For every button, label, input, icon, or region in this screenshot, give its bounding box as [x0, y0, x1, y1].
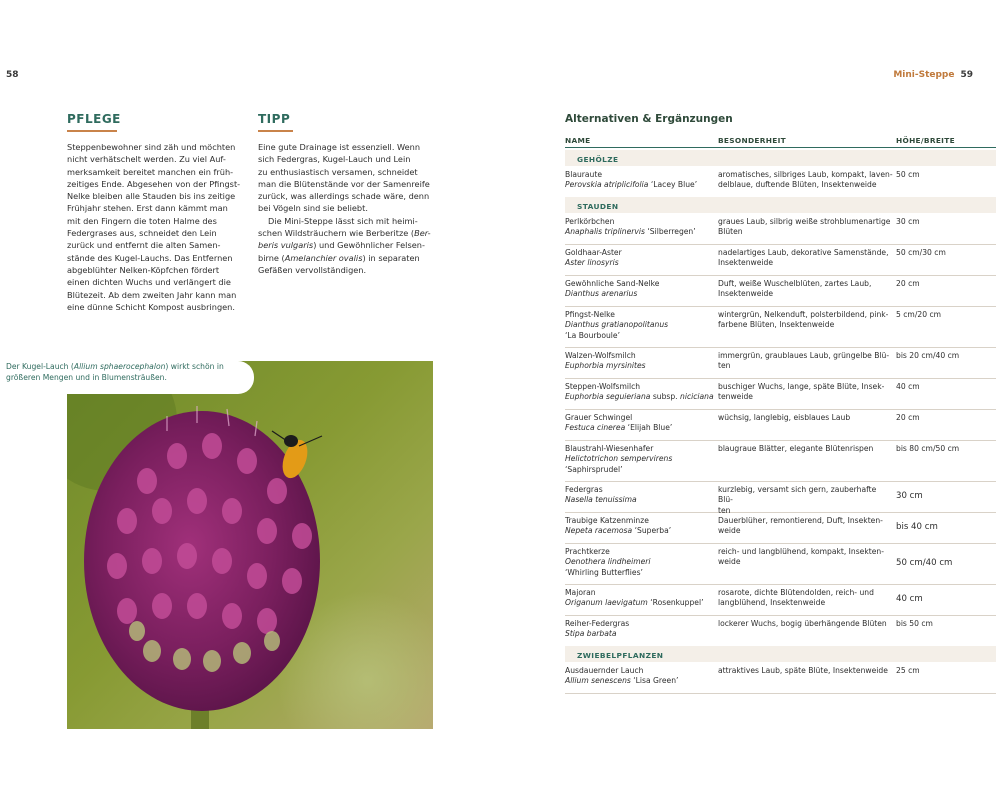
tipp-p2-line1: Die Mini-Steppe lässt sich mit heimi-: [268, 215, 418, 226]
table-row: [565, 543, 996, 585]
tipp-line: zurück, was allerdings schade wäre, denn: [258, 191, 430, 202]
scientific-name: Perovskia atriplicifolia ‘Lacey Blue’: [565, 180, 698, 190]
size-cell: 50 cm/30 cm: [896, 248, 946, 257]
page-number-left: 58: [6, 70, 19, 80]
feature-line: rosarote, dichte Blütendolden, reich- und: [718, 588, 874, 597]
common-name: Reiher-Federgras: [565, 619, 630, 628]
pflege-line: zeitiges Ende. Abgesehen von der Pfingst-: [67, 178, 241, 189]
scientific-name: Anaphalis triplinervis ‘Silberregen’: [565, 227, 696, 237]
cultivar-name: ‘Saphirsprudel’: [565, 464, 623, 474]
running-header: [893, 70, 973, 80]
feature-line: wüchsig, langlebig, eisblaues Laub: [718, 413, 851, 422]
feature-line: kurzlebig, versamt sich gern, zauberhafte Blü-: [718, 485, 877, 505]
feature-cell: [718, 217, 893, 238]
pflege-line: zurück und entfernt die alten Samen-: [67, 240, 221, 251]
tipp-line: bei Vögeln sind sie beliebt.: [258, 203, 368, 214]
size-cell: 30 cm: [896, 490, 923, 501]
feature-cell: [718, 413, 893, 423]
common-name: Federgras: [565, 485, 603, 494]
common-name: Pfingst-Nelke: [565, 310, 615, 319]
pflege-line: stände des Kugel-Lauchs. Das Entfernen: [67, 252, 233, 263]
feature-line: ten: [718, 505, 731, 515]
table-row: [565, 512, 996, 544]
tipp-line: man die Blütenstände vor der Samenreife: [258, 178, 430, 189]
feature-line: nadelartiges Laub, dekorative Samenstände,: [718, 248, 889, 257]
plant-name-cell: [565, 485, 715, 506]
table-category-row: [565, 150, 996, 166]
table-category-row: [565, 646, 996, 662]
tipp-line: zu enthusiastisch versamen, schneidet: [258, 166, 418, 177]
feature-cell: [718, 619, 893, 629]
scientific-name: Dianthus gratianopolitanus: [565, 320, 669, 330]
common-name: Majoran: [565, 588, 596, 597]
feature-cell: [718, 248, 893, 269]
tipp-line: Eine gute Drainage ist essenziell. Wenn: [258, 142, 421, 152]
table-row: [565, 166, 996, 198]
scientific-name: Festuca cinerea ‘Elijah Blue’: [565, 423, 673, 433]
photo-caption: [0, 361, 254, 394]
feature-line: immergrün, graublaues Laub, grüngelbe Blü-: [718, 351, 890, 360]
common-name: Walzen-Wolfsmilch: [565, 351, 636, 360]
feature-cell: [718, 170, 893, 191]
feature-line: ten: [718, 361, 731, 371]
scientific-name: Stipa barbata: [565, 629, 617, 639]
scientific-name: Nepeta racemosa ‘Superba’: [565, 526, 672, 536]
pflege-line: nicht verhätschelt werden. Zu viel Auf-: [67, 154, 226, 165]
pflege-line: Steppenbewohner sind zäh und möchten: [67, 142, 236, 152]
cultivar-name: ‘La Bourboule’: [565, 330, 620, 340]
pflege-line: Federgrases aus, schneidet den Lein: [67, 228, 217, 239]
pflege-line: abgeblühter Nelken-Köpfchen fördert: [67, 264, 220, 275]
feature-cell: [718, 351, 893, 372]
table-category-row: [565, 197, 996, 213]
feature-cell: [718, 444, 893, 454]
plant-name-cell: [565, 444, 715, 475]
pflege-text: [67, 141, 247, 313]
size-cell: 25 cm: [896, 666, 920, 675]
scientific-name: Oenothera lindheimeri: [565, 557, 651, 567]
tipp-p2-line2: schen Wildsträuchern wie Berberitze (Ber-: [258, 228, 431, 239]
feature-cell: [718, 588, 893, 609]
plant-name-cell: [565, 351, 715, 372]
common-name: Perlkörbchen: [565, 217, 615, 226]
plant-name-cell: [565, 170, 715, 191]
tipp-rule: [258, 130, 293, 132]
plant-name-cell: [565, 547, 715, 578]
table-row: [565, 306, 996, 348]
table-row: [565, 409, 996, 441]
feature-line: buschiger Wuchs, lange, späte Blüte, Insek-: [718, 382, 885, 391]
feature-cell: [718, 666, 893, 676]
feature-cell: [718, 310, 893, 331]
common-name: Blaustrahl-Wiesenhafer: [565, 444, 654, 453]
scientific-name: Nasella tenuissima: [565, 495, 637, 505]
scientific-name: Aster linosyris: [565, 258, 619, 268]
table-row: [565, 347, 996, 379]
col-name: NAME: [565, 136, 591, 145]
feature-line: reich- und langblühend, kompakt, Insekten-: [718, 547, 884, 556]
category-label: STAUDEN: [577, 202, 619, 211]
size-cell: 50 cm: [896, 170, 920, 179]
plant-name-cell: [565, 382, 715, 403]
common-name: Traubige Katzenminze: [565, 516, 649, 525]
plant-name-cell: [565, 619, 715, 640]
table-row: [565, 481, 996, 513]
size-cell: bis 80 cm/50 cm: [896, 444, 960, 453]
page-number-right: 59: [960, 70, 973, 80]
feature-line: Duft, weiße Wuschelblüten, zartes Laub,: [718, 279, 872, 288]
scientific-name: Dianthus arenarius: [565, 289, 638, 299]
table-title: Alternativen & Ergänzungen: [565, 113, 733, 125]
feature-line: graues Laub, silbrig weiße strohblumenartige: [718, 217, 891, 226]
tipp-line: sich Federgras, Kugel-Lauch und Lein: [258, 154, 411, 165]
feature-line: blaugraue Blätter, elegante Blütenrispen: [718, 444, 874, 453]
feature-line: attraktives Laub, späte Blüte, Insektenweide: [718, 666, 888, 675]
feature-line: tenweide: [718, 392, 753, 402]
common-name: Gewöhnliche Sand-Nelke: [565, 279, 660, 288]
size-cell: 20 cm: [896, 413, 920, 422]
pflege-heading: PFLEGE: [67, 112, 121, 126]
plant-name-cell: [565, 279, 715, 300]
scientific-name: Helictotrichon sempervirens: [565, 454, 673, 464]
table-row: [565, 275, 996, 307]
category-label: GEHÖLZE: [577, 155, 619, 164]
scientific-name: Origanum laevigatum ‘Rosenkuppel’: [565, 598, 704, 608]
plant-name-cell: [565, 217, 715, 238]
pflege-line: Frühjahr stehen. Erst dann kämmt man: [67, 203, 228, 214]
scientific-name: Euphorbia myrsinites: [565, 361, 646, 371]
common-name: Ausdauernder Lauch: [565, 666, 644, 675]
feature-line: Dauerblüher, remontierend, Duft, Insekten-: [718, 516, 883, 525]
tipp-p2-line3: beris vulgaris) und Gewöhnlicher Felsen-: [258, 240, 425, 251]
pflege-line: mit den Fingern die toten Halme des: [67, 215, 217, 226]
size-cell: 20 cm: [896, 279, 920, 288]
size-cell: 30 cm: [896, 217, 920, 226]
size-cell: bis 50 cm: [896, 619, 933, 628]
table-header: [565, 133, 996, 148]
common-name: Steppen-Wolfsmilch: [565, 382, 641, 391]
plant-name-cell: [565, 516, 715, 537]
feature-line: weide: [718, 526, 741, 536]
pflege-line: Nelke bleiben alle Stauden bis ins zeitige: [67, 191, 236, 202]
common-name: Goldhaar-Aster: [565, 248, 622, 257]
table-row: [565, 440, 996, 482]
scientific-name: Euphorbia seguieriana subsp. niciciana: [565, 392, 714, 402]
tipp-text: [258, 141, 438, 276]
feature-line: wintergrün, Nelkenduft, polsterbildend, pink-: [718, 310, 889, 319]
pflege-line: merksamkeit bereitet manchen ein früh-: [67, 166, 234, 177]
table-row: [565, 615, 996, 647]
size-cell: 50 cm/40 cm: [896, 557, 953, 568]
section-title: Mini-Steppe: [893, 70, 955, 80]
cultivar-name: ‘Whirling Butterflies’: [565, 567, 643, 577]
table-row: [565, 662, 996, 694]
size-cell: 40 cm: [896, 593, 923, 604]
feature-line: Insektenweide: [718, 289, 774, 299]
feature-cell: [718, 547, 893, 568]
tipp-heading: TIPP: [258, 112, 291, 126]
feature-line: Blüten: [718, 227, 743, 237]
feature-line: Insektenweide: [718, 258, 774, 268]
plant-name-cell: [565, 588, 715, 609]
table-row: [565, 213, 996, 245]
col-size: HÖHE/BREITE: [896, 136, 955, 145]
feature-line: langblühend, Insektenweide: [718, 598, 826, 608]
feature-cell: [718, 279, 893, 300]
feature-line: weide: [718, 557, 741, 567]
category-label: ZWIEBELPFLANZEN: [577, 651, 664, 660]
feature-cell: [718, 382, 893, 403]
caption-line1: Der Kugel-Lauch (Allium sphaerocephalon) wirkt schön in: [6, 362, 224, 371]
pflege-line: eine dünne Schicht Kompost ausbringen.: [67, 301, 235, 312]
col-feature: BESONDERHEIT: [718, 136, 786, 145]
common-name: Grauer Schwingel: [565, 413, 633, 422]
caption-line2: größeren Mengen und in Blumensträußen.: [6, 373, 167, 382]
plant-name-cell: [565, 310, 715, 341]
table-row: [565, 378, 996, 410]
pflege-line: einen dichten Wuchs und verlängert die: [67, 277, 231, 288]
feature-cell: [718, 516, 893, 537]
scientific-name: Allium senescens ‘Lisa Green’: [565, 676, 679, 686]
common-name: Blauraute: [565, 170, 603, 179]
size-cell: bis 40 cm: [896, 521, 938, 532]
table-row: [565, 244, 996, 276]
pflege-rule: [67, 130, 117, 132]
tipp-p2-line5: Gefäßen vervollständigen.: [258, 264, 367, 275]
table-row: [565, 584, 996, 616]
plant-name-cell: [565, 666, 715, 687]
feature-line: delblaue, duftende Blüten, Insektenweide: [718, 180, 877, 190]
size-cell: 40 cm: [896, 382, 920, 391]
common-name: Prachtkerze: [565, 547, 610, 556]
plant-name-cell: [565, 248, 715, 269]
tipp-p2-line4: birne (Amelanchier ovalis) in separaten: [258, 252, 420, 263]
plant-name-cell: [565, 413, 715, 434]
allium-photo: [67, 361, 433, 729]
size-cell: 5 cm/20 cm: [896, 310, 942, 319]
feature-line: aromatisches, silbriges Laub, kompakt, laven-: [718, 170, 893, 179]
feature-line: lockerer Wuchs, bogig überhängende Blüten: [718, 619, 887, 628]
feature-line: farbene Blüten, Insektenweide: [718, 320, 835, 330]
pflege-line: Blütezeit. Ab dem zweiten Jahr kann man: [67, 289, 237, 300]
size-cell: bis 20 cm/40 cm: [896, 351, 960, 360]
